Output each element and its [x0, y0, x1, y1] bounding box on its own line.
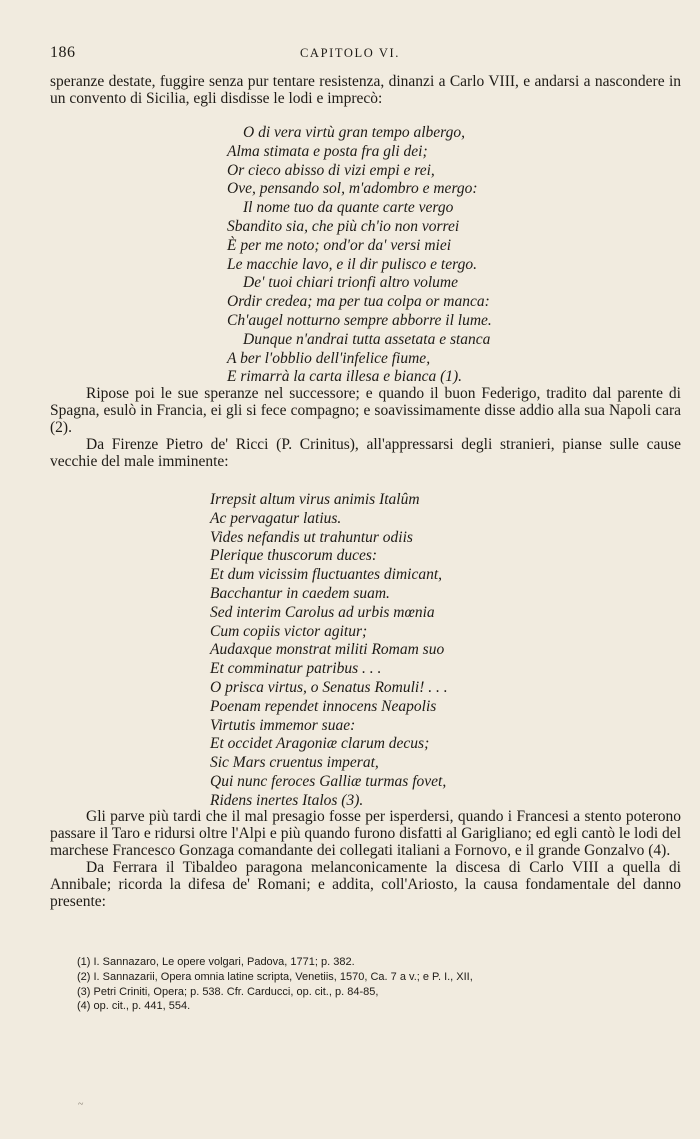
sonnet-line: Ordir credea; ma per tua colpa or manca:	[227, 293, 490, 311]
paragraph-top	[50, 73, 681, 107]
ode-line: Plerique thuscorum duces:	[210, 547, 378, 565]
sonnet-line: De' tuoi chiari trionfi altro volume	[243, 274, 458, 292]
ode-line: Poenam rependet innocens Neapolis	[210, 697, 437, 715]
sonnet-line: È per me noto; ond'or da' versi miei	[227, 236, 452, 254]
sonnet-line: A ber l'obblio dell'infelice fiume,	[227, 349, 431, 367]
ode-line: Qui nunc feroces Galliæ turmas fovet,	[210, 772, 447, 790]
sonnet-line: Le macchie lavo, e il dir pulisco e tergo.	[227, 255, 477, 273]
ode-line: O prisca virtus, o Senatus Romuli! . . .	[210, 678, 448, 696]
latin-ode	[210, 491, 448, 811]
footnotes	[77, 955, 473, 1014]
paragraph-tibaldeo: Da Ferrara il Tibaldeo paragona melanconicamente la discesa di Carlo VIII a quella di Annibale; ricorda la difesa de' Romani; e addita, coll'Ariosto, la causa fondamentale del danno presente:	[50, 859, 681, 910]
paragraph-gonzaga: Gli parve più tardi che il mal presagio fosse per isperdersi, quando i Francesi a stento poterono passare il Taro e ridursi oltre l'Alpi e più quando furono disfatti al Garigliano; ed egli cantò le lodi del marchese Francesco Gonzaga comandante dei collegati italiani a Fornovo, e il grande Gonzalvo (4).	[50, 808, 681, 859]
ode-line: Vides nefandis ut trahuntur odiis	[210, 528, 413, 546]
ode-line: Et occidet Aragoniæ clarum decus;	[210, 735, 430, 753]
paragraph-middle	[50, 385, 681, 470]
ode-line: Irrepsit altum virus animis Italûm	[210, 491, 420, 508]
sonnet-line: Sbandito sia, che più ch'io non vorrei	[227, 217, 460, 235]
ode-line: Bacchantur in caedem suam.	[210, 584, 390, 602]
sonnet-line: Ove, pensando sol, m'adombro e mergo:	[227, 180, 478, 198]
sonnet-line: Ch'augel notturno sempre abborre il lume.	[227, 311, 492, 329]
ode-line: Virtutis immemor suae:	[210, 716, 356, 734]
paragraph-top-text: speranze destate, fuggire senza pur tentare resistenza, dinanzi a Carlo VIII, e andarsi a nascondere in un convento di Sicilia, egli disdisse le lodi e imprecò:	[50, 73, 681, 107]
sonnet-line: Alma stimata e posta fra gli dei;	[227, 142, 428, 160]
ode-line: Et comminatur patribus . . .	[210, 660, 382, 678]
page-number: 186	[50, 44, 76, 61]
footnote-line: (4) op. cit., p. 441, 554.	[77, 1000, 191, 1013]
ode-line: Et dum vicissim fluctuantes dimicant,	[210, 566, 443, 584]
paragraph-federigo: Ripose poi le sue speranze nel successore; e quando il buon Federigo, tradito dal parente di Spagna, esulò in Francia, ei gli si fece compagno; e soavissimamente disse addio alla sua Napoli cara (2).	[50, 385, 681, 436]
sonnet-line: Dunque n'andrai tutta assetata e stanca	[243, 330, 491, 348]
sonnet-line: Or cieco abisso di vizi empi e rei,	[227, 161, 435, 179]
margin-mark: ~	[78, 1099, 84, 1110]
footnote-line: (3) Petri Criniti, Opera; p. 538. Cfr. Carducci, op. cit., p. 84-85,	[77, 985, 379, 998]
running-title: CAPITOLO VI.	[300, 46, 400, 60]
footnote-line: (2) I. Sannazarii, Opera omnia latine scripta, Venetiis, 1570, Ca. 7 a v.; e P. I., XII,	[77, 970, 473, 983]
paragraph-bottom	[50, 808, 681, 910]
sonnet-line: O di vera virtù gran tempo albergo,	[243, 124, 465, 141]
footnote-line: (1) I. Sannazaro, Le opere volgari, Padova, 1771; p. 382.	[77, 956, 355, 968]
ode-line: Audaxque monstrat militi Romam suo	[210, 641, 445, 659]
ode-line: Ridens inertes Italos (3).	[210, 791, 364, 809]
sonnet-line: E rimarrà la carta illesa e bianca (1).	[227, 368, 463, 386]
ode-line: Sed interim Carolus ad urbis mœnia	[210, 603, 435, 621]
ode-line: Sic Mars cruentus imperat,	[210, 754, 379, 772]
ode-line: Ac pervagatur latius.	[210, 509, 342, 527]
sonnet-line: Il nome tuo da quante carte vergo	[243, 199, 454, 217]
italian-sonnet	[227, 124, 492, 387]
ode-line: Cum copiis victor agitur;	[210, 622, 368, 640]
paragraph-crinitus: Da Firenze Pietro de' Ricci (P. Crinitus), all'appressarsi degli stranieri, pianse sulle cause vecchie del male imminente:	[50, 436, 681, 470]
